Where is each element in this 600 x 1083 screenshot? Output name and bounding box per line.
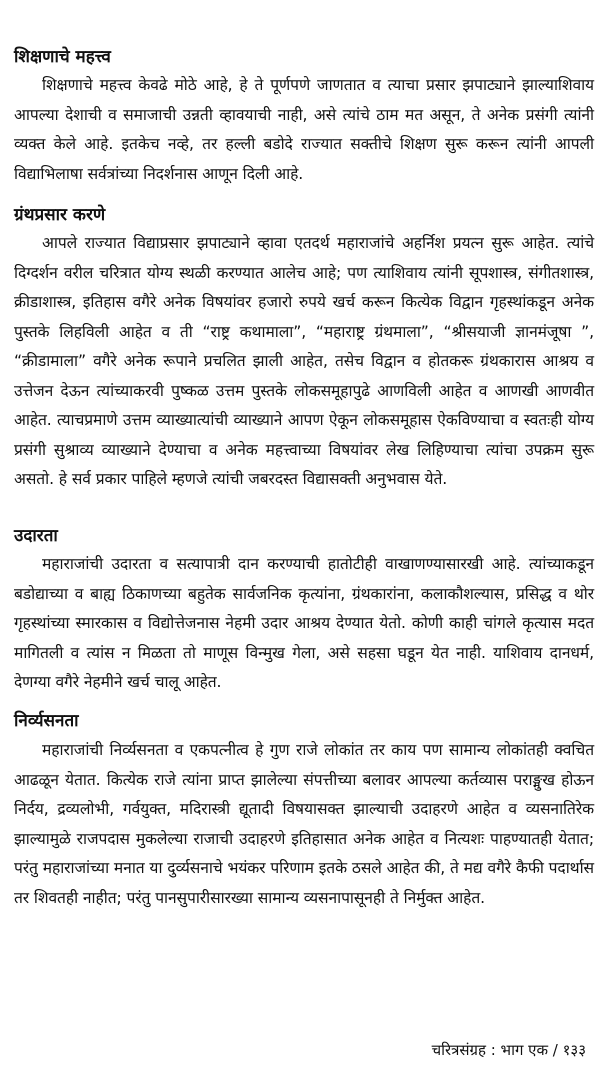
section-paragraph-generosity: महाराजांची उदारता व सत्यापात्री दान करण्याची हातोटीही वाखाणण्यासारखी आहे. त्यांच्याकडून बडोद्याच्या व बाह्य ठिकाणच्या बहुतेक सार्वजनिक कृत्यांना, ग्रंथकारांना, कलाकौशल्यास, प्रसिद्ध व थोर गृहस्थांच्या स्मारकास व विद्योत्तेजनास नेहमी उदार आश्रय देण्यात येतो. कोणी काही चांगले कृत्यास मदत मागितली व त्यांस न मिळता तो माणूस विन्मुख गेला, असे सहसा घडून येत नाही. याशिवाय दानधर्म, देणग्या वगैरे नेहमीने खर्च चालू आहेत.	[14, 555, 594, 691]
section-heading-abstinence: निर्व्यसनता	[14, 711, 79, 731]
section-paragraph-book-propagation: आपले राज्यात विद्याप्रसार झपाट्याने व्हावा एतदर्थ महाराजांचे अहर्निश प्रयत्न सुरू आहेत. त्यांचे दिग्दर्शन वरील चरित्रात योग्य स्थळी करण्यात आलेच आहे; पण त्याशिवाय त्यांनी सूपशास्त्र, संगीतशास्त्र, क्रीडाशास्त्र, इतिहास वगैरे अनेक विषयांवर हजारो रुपये खर्च करून कित्येक विद्वान गृहस्थांकडून अनेक पुस्तके लिहविली आहेत व ती “राष्ट्र कथामाला”, “महाराष्ट्र ग्रंथमाला”, “श्रीसयाजी ज्ञानमंजूषा ”, “क्रीडामाला” वगैरे अनेक रूपाने प्रचलित झाली आहेत, तसेच विद्वान व होतकरू ग्रंथकारास आश्रय व उत्तेजन देऊन त्यांच्याकरवी पुष्कळ उत्तम पुस्तके लोकसमूहापुढे आणविली आहेत व आणखी आणवीत आहेत. त्याचप्रमाणे उत्तम व्याख्यात्यांची व्याख्याने आपण ऐकून लोकसमूहास ऐकविण्याचा व स्वतःही योग्य प्रसंगी सुश्राव्य व्याख्याने देण्याचा व अनेक महत्त्वाच्या विषयांवर लेख लिहिण्याचा त्यांचा उपक्रम सुरू असतो. हे सर्व प्रकार पाहिले म्हणजे त्यांची जबरदस्त विद्यासक्ती अनुभवास येते.	[14, 234, 594, 488]
section-paragraph-importance-of-education: शिक्षणाचे महत्त्व केवढे मोठे आहे, हे ते पूर्णपणे जाणतात व त्याचा प्रसार झपाट्याने झाल्याशिवाय आपल्या देशाची व समाजाची उन्नती व्हावयाची नाही, असे त्यांचे ठाम मत असून, ते अनेक प्रसंगी त्यांनी व्यक्त केले आहे. इतकेच नव्हे, तर हल्ली बडोदे राज्यात सक्तीचे शिक्षण सुरू करून त्यांनी आपली विद्याभिलाषा सर्वत्रांच्या निदर्शनास आणून दिली आहे.	[14, 76, 594, 183]
section-heading-generosity: उदारता	[14, 526, 58, 546]
section-heading-importance-of-education: शिक्षणाचे महत्त्व	[14, 47, 111, 67]
section-paragraph-abstinence: महाराजांची निर्व्यसनता व एकपत्नीत्व हे गुण राजे लोकांत तर काय पण सामान्य लोकांतही क्वचित आढळून येतात. कित्येक राजे त्यांना प्राप्त झालेल्या संपत्तीच्या बलावर आपल्या कर्तव्यास पराङ्मुख होऊन निर्दय, द्रव्यलोभी, गर्वयुक्त, मदिरास्त्री द्यूतादी विषयासक्त झाल्याची उदाहरणे आहेत व व्यसनातिरेक झाल्यामुळे राजपदास मुकलेल्या राजाची उदाहरणे इतिहासात अनेक आहेत व नित्यशः पाहण्यातही येतात; परंतु महाराजांच्या मनात या दुर्व्यसनाचे भयंकर परिणाम इतके ठसले आहेत की, ते मद्य वगैरे कैफी पदार्थास तर शिवतही नाहीत; परंतु पानसुपारीसारख्या सामान्य व्यसनापासूनही ते निर्मुक्त आहेत.	[14, 741, 594, 907]
page-footer: चरित्रसंग्रह : भाग एक / १३३	[431, 1041, 586, 1059]
section-heading-book-propagation: ग्रंथप्रसार करणे	[14, 205, 106, 225]
